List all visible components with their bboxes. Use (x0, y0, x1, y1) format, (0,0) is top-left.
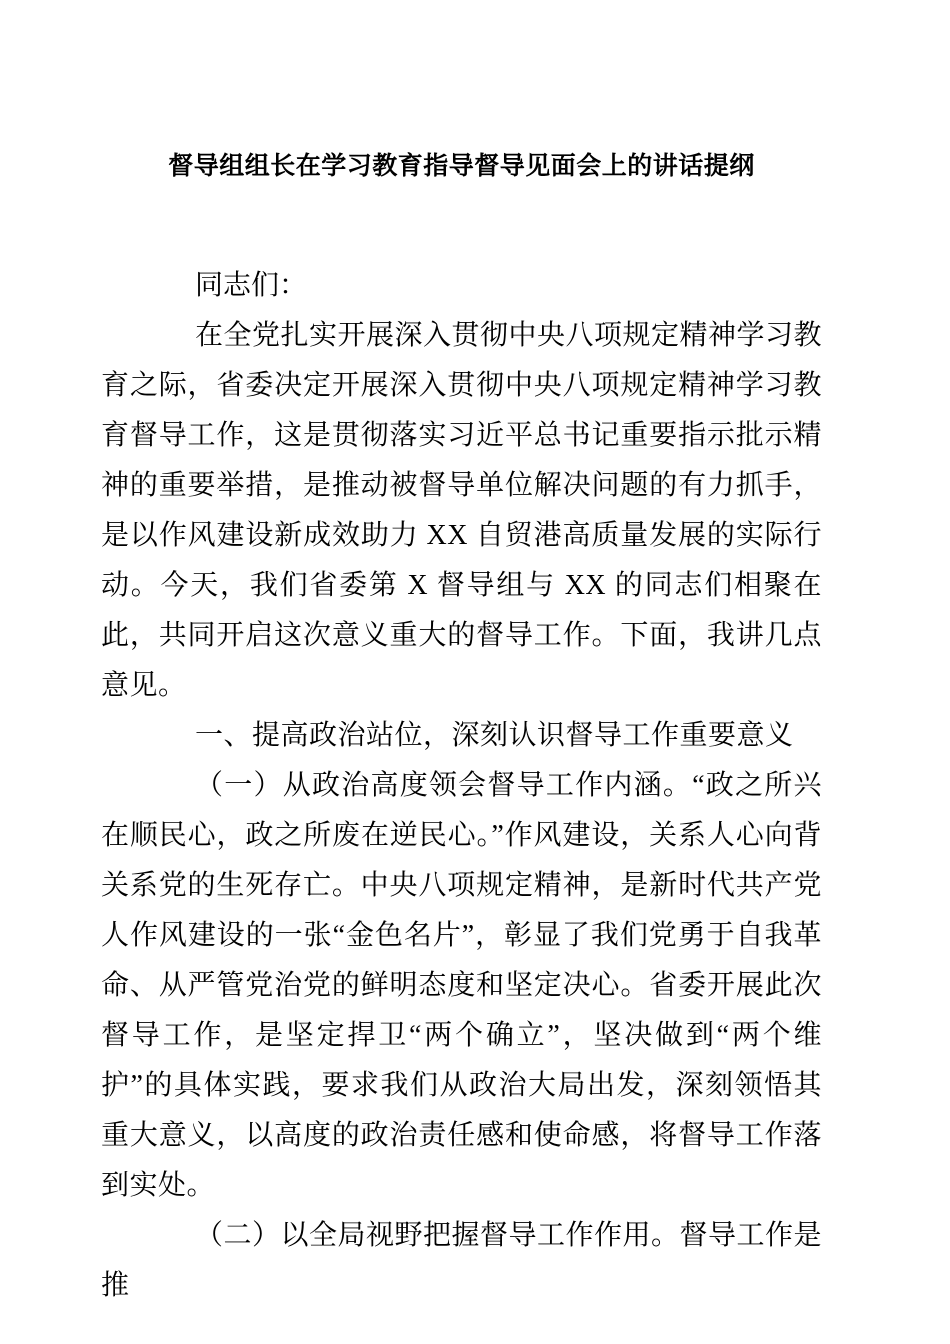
salutation: 同志们： (195, 270, 308, 301)
section-heading: 一、提高政治站位，深刻认识督导工作重要意义 (195, 720, 794, 751)
body-paragraph: （二）以全局视野把握督导工作作用。督导工作是推 (101, 1220, 823, 1301)
body-paragraph: （一）从政治高度领会督导工作内涵。“政之所兴在顺民心，政之所废在逆民心。”作风建设，关系人心向背关系党的生死存亡。中央八项规定精神，是新时代共产党人作风建设的一张“金色名片”，彰显了我们党勇于自我革命、从严管党治党的鲜明态度和坚定决心。省委开展此次督导工作，是坚定捍卫“两个确立”，坚决做到“两个维护”的具体实践，要求我们从政治大局出发，深刻领悟其重大意义，以高度的政治责任感和使命感，将督导工作落到实处。 (101, 770, 822, 1201)
paragraph-container (101, 311, 822, 1311)
body-paragraph: 在全党扎实开展深入贯彻中央八项规定精神学习教育之际，省委决定开展深入贯彻中央八项规定精神学习教育督导工作，这是贯彻落实习近平总书记重要指示批示精神的重要举措，是推动被督导单位解决问题的有力抓手，是以作风建设新成效助力 XX 自贸港高质量发展的实际行动。今天，我们省委第 X 督导组与 XX 的同志们相聚在此，共同开启这次意义重大的督导工作。下面，我讲几点意见。 (101, 320, 823, 701)
document-title: 督导组组长在学习教育指导督导见面会上的讲话提纲 (168, 153, 755, 180)
